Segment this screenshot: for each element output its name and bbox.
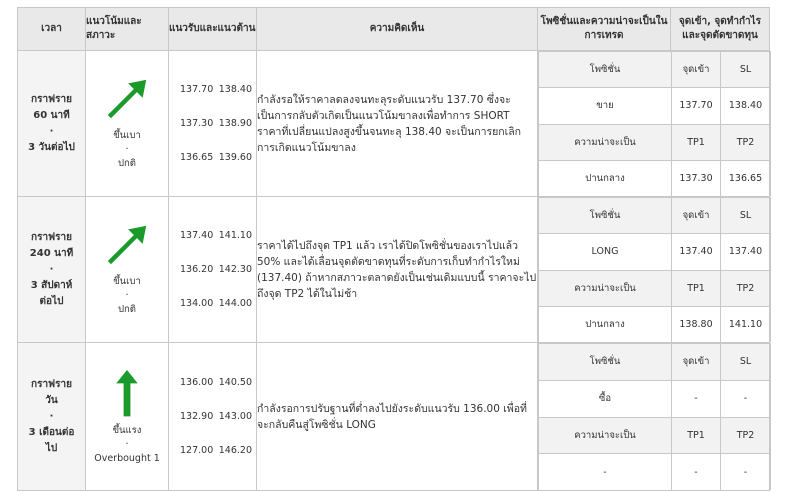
entry-value: TP1: [672, 124, 721, 160]
header-support-resistance: แนวรับและแนวต้าน: [169, 8, 257, 51]
entry-value: TP1: [672, 417, 721, 454]
support-resistance-cell: [169, 51, 257, 197]
timeframe-cell: [18, 197, 86, 343]
trade-grid-row: [539, 198, 771, 234]
trend-label: ขึ้นเบา: [113, 275, 141, 287]
stop-value: -: [721, 454, 771, 490]
trade-grid-row: [539, 344, 771, 381]
timeframe-line: ·: [49, 125, 54, 137]
resistance-value: 141.10: [218, 230, 252, 241]
trade-grid: [538, 343, 771, 490]
forecast-row: [18, 197, 770, 343]
trade-grid-cell: [538, 343, 770, 491]
position-value: ความน่าจะเป็น: [539, 124, 672, 160]
trade-grid-row: [539, 270, 771, 306]
support-value: 136.20: [180, 264, 214, 275]
trade-grid-row: [539, 52, 771, 88]
entry-value: TP1: [672, 270, 721, 306]
trade-grid-row: [539, 88, 771, 124]
level-pair: [180, 287, 252, 321]
stop-value: 138.40: [721, 88, 771, 124]
resistance-value: 139.60: [218, 152, 252, 163]
timeframe-line: ไป: [45, 442, 58, 454]
trend-label: ·: [125, 438, 129, 450]
timeframe-line: วัน: [45, 394, 58, 406]
resistance-value: 138.40: [218, 84, 252, 95]
stop-value: TP2: [721, 270, 771, 306]
trend-label: ปกติ: [118, 157, 136, 169]
entry-value: -: [672, 454, 721, 490]
timeframe-line: ต่อไป: [39, 295, 64, 307]
support-value: 137.40: [180, 230, 214, 241]
trade-grid-row: [539, 306, 771, 342]
trade-grid-cell: [538, 51, 770, 197]
position-value: ขาย: [539, 88, 672, 124]
forecast-row: [18, 343, 770, 491]
support-value: 136.00: [180, 377, 214, 388]
position-value: ซื้อ: [539, 380, 672, 417]
trade-grid: [538, 197, 771, 342]
support-resistance-cell: [169, 343, 257, 491]
timeframe-line: 240 นาที: [29, 247, 74, 259]
support-value: 134.00: [180, 298, 214, 309]
stop-value: 137.40: [721, 234, 771, 270]
timeframe-line: 3 วันต่อไป: [28, 141, 75, 153]
level-pair: [180, 400, 252, 434]
entry-value: จุดเข้า: [672, 344, 721, 381]
trade-grid-cell: [538, 197, 770, 343]
resistance-value: 146.20: [218, 445, 252, 456]
stop-value: TP2: [721, 124, 771, 160]
timeframe-line: กราฟราย: [31, 378, 72, 390]
trend-label: ·: [125, 289, 129, 301]
entry-value: 137.40: [672, 234, 721, 270]
level-pair: [180, 434, 252, 468]
trend-label: ·: [125, 143, 129, 155]
position-value: โพซิชั่น: [539, 344, 672, 381]
stop-value: SL: [721, 52, 771, 88]
position-value: -: [539, 454, 672, 490]
header-trend: แนวโน้มและสภาวะ: [86, 8, 169, 51]
forecast-row: [18, 51, 770, 197]
trend-label: ขึ้นแรง: [112, 424, 142, 436]
trend-cell: [86, 197, 169, 343]
resistance-value: 144.00: [218, 298, 252, 309]
position-value: ปานกลาง: [539, 306, 672, 342]
stop-value: TP2: [721, 417, 771, 454]
forecast-table: [17, 7, 770, 491]
level-pair: [180, 366, 252, 400]
entry-value: 138.80: [672, 306, 721, 342]
stop-value: SL: [721, 198, 771, 234]
resistance-value: 138.90: [218, 118, 252, 129]
support-value: 137.30: [180, 118, 214, 129]
position-value: โพซิชั่น: [539, 198, 672, 234]
support-value: 136.65: [180, 152, 214, 163]
arrow-up-icon: [114, 368, 140, 418]
header-position: โพซิชั่นและความน่าจะเป็นในการเทรด: [538, 8, 671, 51]
trade-grid-row: [539, 454, 771, 490]
resistance-value: 142.30: [218, 264, 252, 275]
timeframe-cell: [18, 343, 86, 491]
trade-grid-row: [539, 124, 771, 160]
position-value: ปานกลาง: [539, 160, 672, 196]
level-pair: [180, 73, 252, 107]
stop-value: 136.65: [721, 160, 771, 196]
entry-value: 137.70: [672, 88, 721, 124]
header-time: เวลา: [18, 8, 86, 51]
timeframe-line: กราฟราย: [31, 93, 72, 105]
stop-value: 141.10: [721, 306, 771, 342]
trade-grid-row: [539, 234, 771, 270]
timeframe-line: 60 นาที: [33, 109, 70, 121]
header-row: [18, 8, 770, 51]
comment-cell: ราคาได้ไปถึงจุด TP1 แล้ว เราได้ปิดโพซิชั่นของเราไปแล้ว 50% และได้เลื่อนจุดตัดขาดทุนที่ระดับการเก็บทำกำไรใหม่ (137.40) ถ้าหากสภาวะตลาดยังเป็นเช่นเดิมแบบนี้ ราคาจะไปถึงจุด TP2 ได้ในไม่ช้า: [257, 197, 538, 343]
arrow-up-right-icon: [105, 77, 149, 123]
position-value: ความน่าจะเป็น: [539, 417, 672, 454]
trend-cell: [86, 51, 169, 197]
timeframe-cell: [18, 51, 86, 197]
support-value: 132.90: [180, 411, 214, 422]
trade-grid-row: [539, 417, 771, 454]
timeframe-line: ·: [49, 263, 54, 275]
timeframe-line: 3 เดือนต่อ: [28, 426, 75, 438]
trend-label: ขึ้นเบา: [113, 129, 141, 141]
level-pair: [180, 253, 252, 287]
resistance-value: 140.50: [218, 377, 252, 388]
timeframe-line: ·: [49, 410, 54, 422]
resistance-value: 143.00: [218, 411, 252, 422]
level-pair: [180, 107, 252, 141]
trade-grid-row: [539, 160, 771, 196]
entry-value: จุดเข้า: [672, 52, 721, 88]
trend-cell: [86, 343, 169, 491]
support-resistance-cell: [169, 197, 257, 343]
comment-cell: กำลังรอให้ราคาลดลงจนทะลุระดับแนวรับ 137.70 ซึ่งจะเป็นการกลับตัวเกิดเป็นแนวโน้มขาลงเพื่อทำการ SHORT ราคาที่เปลี่ยนแปลงสูงขึ้นจนทะลุ 138.40 จะเป็นการยกเลิกการเกิดแนวโน้มขาลง: [257, 51, 538, 197]
position-value: LONG: [539, 234, 672, 270]
stop-value: SL: [721, 344, 771, 381]
entry-value: จุดเข้า: [672, 198, 721, 234]
position-value: ความน่าจะเป็น: [539, 270, 672, 306]
entry-value: 137.30: [672, 160, 721, 196]
position-value: โพซิชั่น: [539, 52, 672, 88]
trade-grid-row: [539, 380, 771, 417]
header-comment: ความคิดเห็น: [257, 8, 538, 51]
header-targets: จุดเข้า, จุดทำกำไรและจุดตัดขาดทุน: [671, 8, 770, 51]
arrow-up-right-icon: [105, 223, 149, 269]
timeframe-line: 3 สัปดาห์: [30, 279, 73, 291]
support-value: 137.70: [180, 84, 214, 95]
entry-value: -: [672, 380, 721, 417]
level-pair: [180, 141, 252, 175]
stop-value: -: [721, 380, 771, 417]
trade-grid: [538, 51, 771, 196]
comment-cell: กำลังรอการปรับฐานที่ต่ำลงไปยังระดับแนวรับ 136.00 เพื่อที่จะกลับคืนสู่โพซิชั่น LONG: [257, 343, 538, 491]
support-value: 127.00: [180, 445, 214, 456]
level-pair: [180, 219, 252, 253]
trend-label: ปกติ: [118, 303, 136, 315]
trend-label: Overbought 1: [94, 452, 160, 464]
timeframe-line: กราฟราย: [31, 231, 72, 243]
